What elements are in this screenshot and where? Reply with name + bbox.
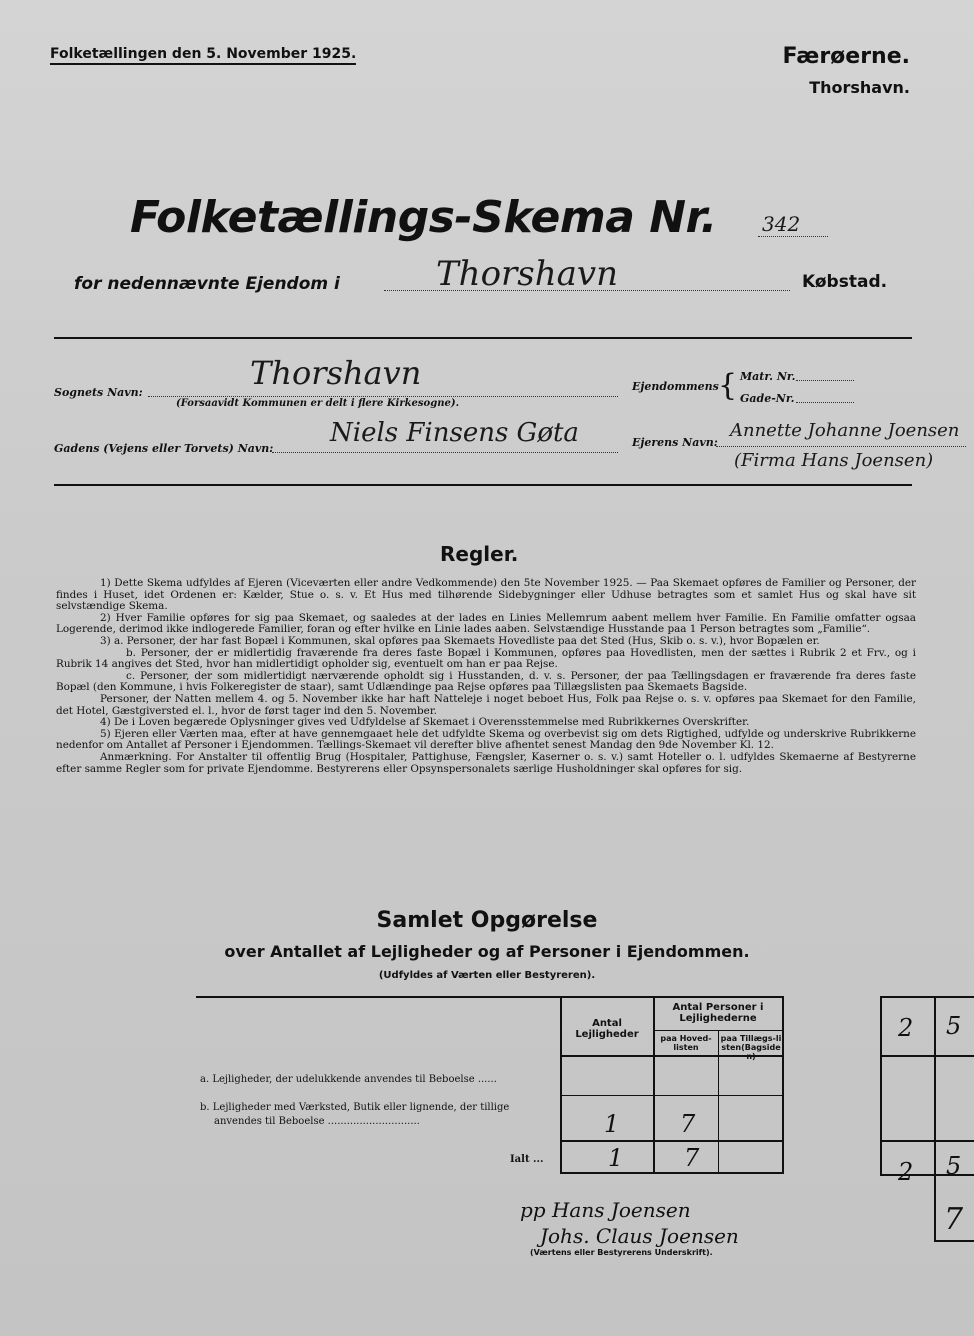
divider-bottom bbox=[54, 484, 912, 486]
form-place-type: Købstad. bbox=[802, 272, 888, 292]
rule-paragraph: Anmærkning. For Anstalter til offentlig Brug (Hospitaler, Pattighuse, Fængsler, Kaserner o. s. v.) samt Hoteller o. l. udfyldes Skemaerne af Bestyrerne efter samme Regler som for private Ejendomme. Bestyrerens eller Opsynspersonalets særlige Husholdninger skal opføres for sig. bbox=[56, 750, 916, 775]
rule-paragraph: 2) Hver Familie opføres for sig paa Skemaet, og saaledes at der lades en Linies Mellemrum aabent mellem hver Familie. En Familie omfatter ogsaa Logerende, derimod ikke indlogerede Familier, foran og efter hvilke en Linie lades aaben. Selvstændige Husstande paa 1 Person betragtes som „Familie“. bbox=[56, 611, 916, 636]
property-label: Ejendommens bbox=[632, 380, 719, 393]
row-b-main: 7 bbox=[680, 1110, 696, 1138]
row-b-apartments: 1 bbox=[604, 1110, 620, 1138]
summary-note: (Udfyldes af Værten eller Bestyreren). bbox=[378, 970, 596, 981]
parish-value: Thorshavn bbox=[250, 354, 422, 392]
owner-value-1: Annette Johanne Joensen bbox=[730, 420, 960, 441]
rules-text bbox=[56, 578, 916, 775]
table-vline bbox=[560, 996, 562, 1172]
table-row-line bbox=[560, 1095, 784, 1096]
form-subtitle: for nedennævnte Ejendom i bbox=[74, 274, 340, 294]
street-value: Niels Finsens Gøta bbox=[330, 418, 579, 448]
form-number-line bbox=[758, 236, 828, 237]
margin-box-line bbox=[934, 996, 936, 1240]
rule-paragraph: 4) De i Loven begærede Oplysninger gives ved Udfyldelse af Skemaet i Overensstemmelse med Rubrikkernes Overskrifter. bbox=[100, 716, 750, 729]
margin-box-line bbox=[880, 996, 882, 1176]
owner-value-2: (Firma Hans Joensen) bbox=[734, 450, 934, 471]
margin-bottom: 7 bbox=[944, 1202, 964, 1237]
signature-line-1: pp Hans Joensen bbox=[520, 1198, 691, 1222]
col-main-header: paa Hoved-listen bbox=[660, 1034, 712, 1052]
col-apartments-header: Antal Lejligheder bbox=[575, 1018, 639, 1040]
street-line bbox=[272, 452, 618, 453]
rule-paragraph: c. Personer, der som midlertidigt nærværende opholdt sig i Husstanden, d. v. s. Personer, der paa Tællingsdagen er fraværende fra deres faste Bopæl (den Kommune, i hvis Folkeregister de staar), samt Udlændinge paa Rejse opføres paa Tillægslisten paa Skemaets Bagside. bbox=[56, 669, 916, 694]
rule-paragraph: b. Personer, der er midlertidig fraværende fra deres faste Bopæl i Kommunen, opføres paa Hovedlisten, men der sættes i Rubrik 2 et Frv., og i Rubrik 14 angives det Sted, hvor han midlertidigt opholder sig, eventuelt om han er paa Rejse. bbox=[56, 646, 916, 671]
col-persons-header: Antal Personer i Lejlighederne bbox=[672, 1002, 764, 1024]
margin-box-line bbox=[880, 996, 974, 998]
margin-mid-left: 2 bbox=[898, 1158, 914, 1186]
region-name: Færøerne. bbox=[782, 44, 910, 69]
margin-top-left: 2 bbox=[898, 1014, 914, 1042]
margin-box-line bbox=[880, 1055, 974, 1057]
form-number: 342 bbox=[762, 212, 801, 236]
table-bottom-line bbox=[560, 1172, 784, 1174]
col-supplement-header: paa Tillægs-listen(Bagsiden) bbox=[720, 1034, 782, 1061]
margin-top-right: 5 bbox=[946, 1012, 962, 1040]
signature-line-2: Johs. Claus Joensen bbox=[540, 1224, 739, 1248]
divider-top bbox=[54, 337, 912, 339]
total-main: 7 bbox=[684, 1144, 700, 1172]
matr-line bbox=[796, 380, 854, 381]
table-vline bbox=[653, 996, 655, 1172]
rule-paragraph: 5) Ejeren eller Værten maa, efter at have gennemgaaet hele det udfyldte Skema og overbevist sig om dets Rigtighed, udfylde og underskrive Rubrikkerne nedenfor om Antallet af Personer i Ejendommen. Tællings-Skemaet vil derefter blive afhentet senest Mandag den 9de November Kl. 12. bbox=[56, 727, 916, 752]
row-total-label: Ialt ... bbox=[510, 1154, 544, 1165]
rule-paragraph: Personer, der Natten mellem 4. og 5. November ikke har haft Natteleje i noget beboet Hus, Folk paa Rejse o. s. v. opføres paa Skemaet for den Familie, det Hotel, Gæstgiversted el. l., hvor de først tager ind den 5. November. bbox=[56, 692, 916, 717]
row-a-label: a. Lejligheder, der udelukkende anvendes til Beboelse ...... bbox=[200, 1074, 497, 1085]
rule-paragraph: 3) a. Personer, der har fast Bopæl i Kommunen, skal opføres paa Skemaets Hovedliste paa det Sted (Hus, Skib o. s. v.), hvor Bopælen er. bbox=[100, 634, 820, 647]
form-place: Thorshavn bbox=[436, 254, 619, 294]
rules-heading: Regler. bbox=[440, 542, 519, 566]
owner-line bbox=[716, 446, 966, 447]
margin-box-line bbox=[934, 1240, 974, 1242]
town-name: Thorshavn. bbox=[809, 78, 910, 97]
street-no-line bbox=[796, 402, 854, 403]
table-subhead-line bbox=[654, 1030, 783, 1031]
rule-paragraph: 1) Dette Skema udfyldes af Ejeren (Viceværten eller andre Vedkommende) den 5te November 1925. — Paa Skemaet opføres de Familier og Personer, der findes i Huset, idet Ordenen er: Kælder, Stue o. s. v. Et Hus med tilhørende Sidebygninger eller Udhuse betragtes som et samlet Hus og skal have sit selvstændige Skema. bbox=[56, 577, 916, 613]
street-label: Gadens (Vejens eller Torvets) Navn: bbox=[54, 442, 274, 455]
table-vline bbox=[718, 1030, 719, 1172]
form-place-line bbox=[384, 290, 790, 291]
row-b-label-1: b. Lejligheder med Værksted, Butik eller lignende, der tillige bbox=[200, 1102, 510, 1113]
owner-label: Ejerens Navn: bbox=[632, 436, 718, 449]
table-row-line bbox=[560, 1140, 784, 1142]
form-title: Folketællings-Skema Nr. bbox=[130, 192, 717, 243]
parish-note: (Forsaavidt Kommunen er delt i flere Kirkesogne). bbox=[176, 398, 460, 409]
row-b-label-2: anvendes til Beboelse ............................. bbox=[214, 1116, 420, 1127]
margin-box-line bbox=[880, 1140, 974, 1142]
parish-label: Sognets Navn: bbox=[54, 386, 143, 399]
matr-label: Matr. Nr. bbox=[740, 370, 796, 383]
table-vline bbox=[782, 996, 784, 1172]
total-apartments: 1 bbox=[608, 1144, 624, 1172]
table-top-line bbox=[196, 996, 784, 998]
signature-caption: (Værtens eller Bestyrerens Underskrift). bbox=[530, 1248, 713, 1257]
census-date: Folketællingen den 5. November 1925. bbox=[50, 46, 356, 65]
summary-subheading: over Antallet af Lejligheder og af Personer i Ejendommen. bbox=[224, 942, 750, 961]
summary-heading: Samlet Opgørelse bbox=[376, 908, 598, 933]
street-no-label: Gade-Nr. bbox=[740, 392, 795, 405]
property-brace: { bbox=[718, 368, 738, 403]
margin-mid-right: 5 bbox=[946, 1152, 962, 1180]
parish-line bbox=[148, 396, 618, 397]
